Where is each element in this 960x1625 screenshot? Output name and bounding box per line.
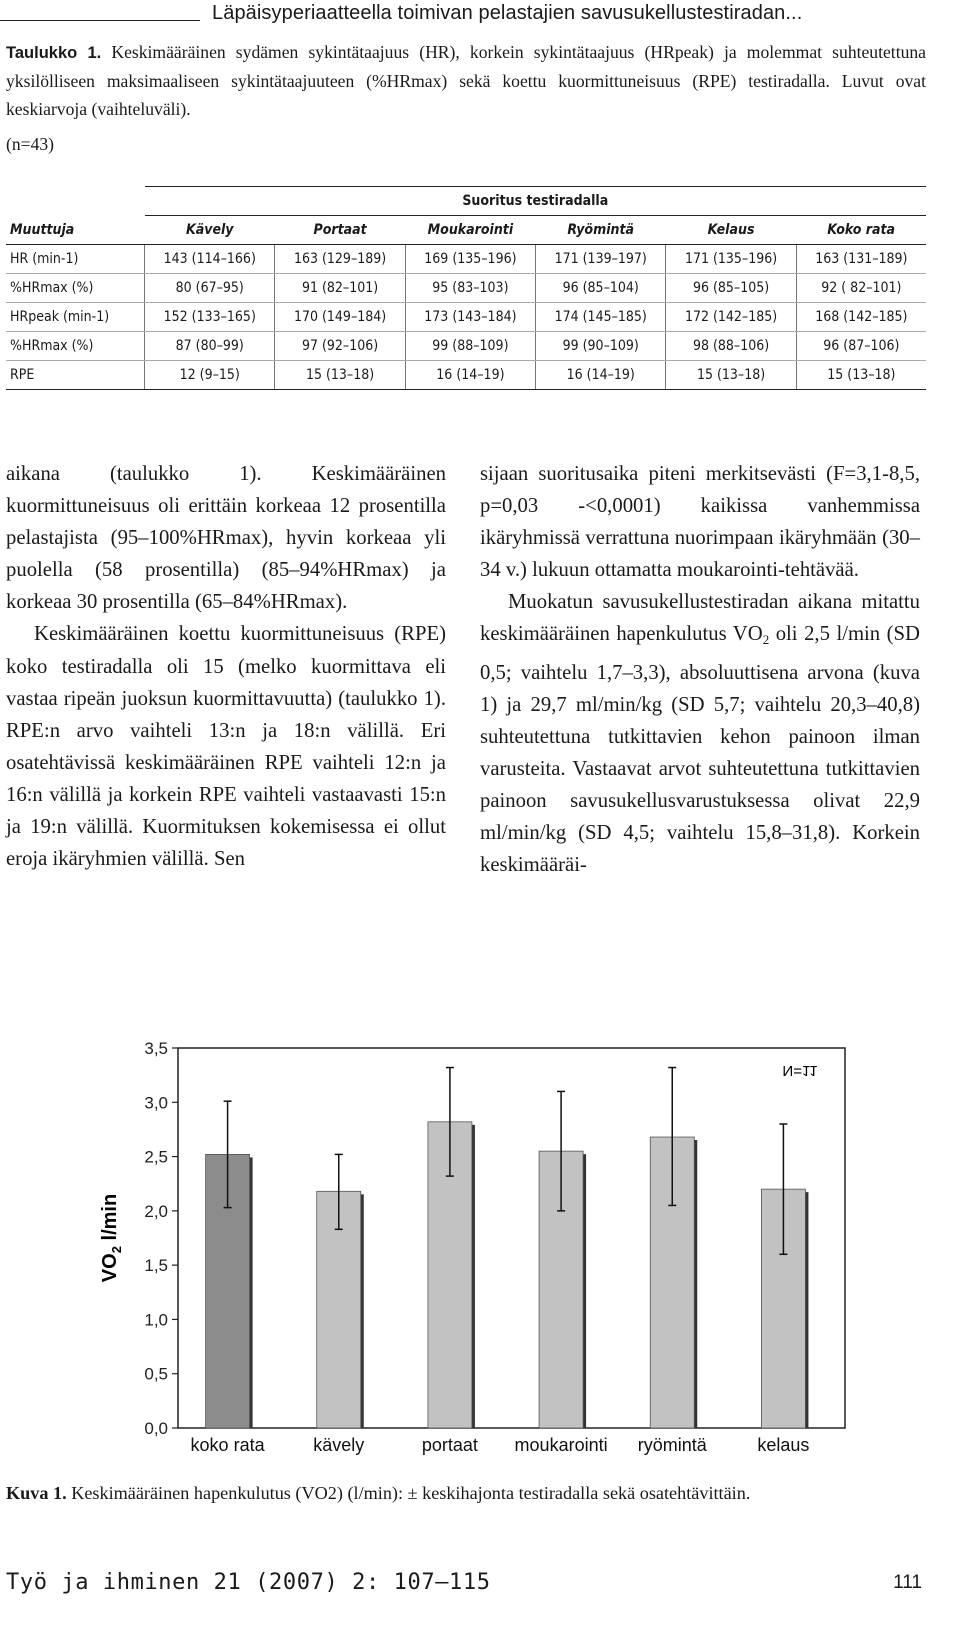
body-column-left (6, 458, 446, 875)
table-cell: 171 (135–196) (666, 245, 796, 274)
table-cell: 171 (139–197) (536, 245, 666, 274)
table-row (6, 245, 926, 274)
x-tick-label: moukarointi (514, 1435, 608, 1455)
x-tick-label: kävely (313, 1435, 365, 1455)
table-row (6, 332, 926, 361)
chart-error-bars (224, 1068, 788, 1255)
journal-citation: Työ ja ihminen 21 (2007) 2: 107—115 (6, 1570, 491, 1595)
table-cell: 169 (135–196) (405, 245, 535, 274)
table-cell: 80 (67–95) (145, 274, 275, 303)
plot-frame (178, 1048, 845, 1428)
body-paragraph: sijaan suoritusaika piteni merkitsevästi (F=3,1-8,5, p=0,03 -<0,0001) kaikissa vanhemmissa ikäryhmissä verrattuna nuorimpaan ikäryhmään (30–34 v.) lukuun ottamatta moukarointi-tehtävää. (480, 463, 920, 582)
table-n: (n=43) (6, 134, 55, 154)
table-cell: 15 (13–18) (796, 361, 926, 390)
table-column-header: Portaat (275, 216, 405, 245)
table-row-label: %HRmax (%) (6, 274, 145, 303)
table-cell: 168 (142–185) (796, 303, 926, 332)
table-cell: 16 (14–19) (405, 361, 535, 390)
y-tick-label: 2,5 (144, 1147, 168, 1167)
table-column-header: Moukarointi (405, 216, 535, 245)
table-cell: 99 (88–109) (405, 332, 535, 361)
table-cell: 16 (14–19) (536, 361, 666, 390)
y-tick-label: 0,0 (144, 1419, 168, 1438)
table-body (6, 245, 926, 390)
table-group-spacer (6, 187, 145, 216)
x-tick-label: ryömintä (637, 1435, 707, 1455)
chart-axes (172, 1048, 845, 1428)
y-tick-labels (144, 1039, 168, 1438)
x-tick-label: koko rata (190, 1435, 265, 1455)
subscript: 2 (762, 632, 770, 648)
table-cell: 95 (83–103) (405, 274, 535, 303)
table-cell: 170 (149–184) (275, 303, 405, 332)
running-head (0, 0, 960, 30)
table-cell: 96 (85–105) (666, 274, 796, 303)
sample-size-annotation: N=11 (782, 1062, 818, 1080)
table-cell: 97 (92–106) (275, 332, 405, 361)
table-row-label: HRpeak (min-1) (6, 303, 145, 332)
x-tick-label: portaat (421, 1435, 478, 1455)
body-text: Muokatun savusukellustestiradan aikana mitattu keskimääräinen hapenkulutus VO (480, 591, 920, 646)
body-paragraph: Keskimääräinen koettu kuormittuneisuus (RPE) koko testiradalla oli 15 (melko kuormittava eli vastaa ripeän juoksun kuormittavuutta) (taulukko 1). RPE:n arvo vaihteli 13:n ja 18:n välillä. Eri osatehtävissä keskimääräinen RPE vaihteli 12:n ja 16:n välillä ja korkein RPE vaihteli vastaavasti 15:n ja 19:n välillä. Kuormituksen kokemisessa ei ollut eroja ikäryhmien välillä. Sen (6, 623, 446, 871)
table-cell: 163 (131–189) (796, 245, 926, 274)
table-cell: 98 (88–106) (666, 332, 796, 361)
table-column-header: Kelaus (666, 216, 796, 245)
table-cell: 96 (87–106) (796, 332, 926, 361)
y-tick-label: 1,0 (144, 1310, 168, 1330)
y-tick-label: 3,5 (144, 1039, 168, 1058)
table-cell: 99 (90–109) (536, 332, 666, 361)
y-tick-label: 2,0 (144, 1201, 168, 1221)
table-caption-text: Keskimääräinen sydämen sykintätaajuus (HR), korkein sykintätaajuus (HRpeak) ja molemmat suhteutettuna yksilölliseen maksimaaliseen sykintätaajuuteen (%HRmax) sekä koettu kuormittuneisuus (RPE) testiradalla. Luvut ovat keskiarvoja (vaihteluväli). (6, 42, 926, 119)
table-column-header-row (6, 216, 926, 245)
table-column-header: Koko rata (796, 216, 926, 245)
table-column-header: Kävely (145, 216, 275, 245)
figure-caption (6, 1483, 936, 1504)
table-cell: 143 (114–166) (145, 245, 275, 274)
y-axis-label-unit: l/min (99, 1193, 121, 1247)
table-cell: 15 (13–18) (666, 361, 796, 390)
table-cell: 174 (145–185) (536, 303, 666, 332)
table-cell: 173 (143–184) (405, 303, 535, 332)
x-tick-labels (191, 1435, 810, 1455)
table-group-header: Suoritus testiradalla (145, 187, 926, 216)
chart-bars (206, 1122, 809, 1428)
page-number: 111 (893, 1572, 922, 1593)
y-axis-label (99, 1194, 124, 1282)
table-row-label: %HRmax (%) (6, 332, 145, 361)
y-tick-label: 1,5 (144, 1256, 168, 1276)
table-caption-label: Taulukko 1. (6, 44, 102, 62)
y-axis-label-main: VO (99, 1253, 121, 1283)
y-tick-label: 0,5 (144, 1364, 168, 1384)
vo2-bar-chart (80, 1030, 880, 1470)
table-row-label: HR (min-1) (6, 245, 145, 274)
table-row-label: RPE (6, 361, 145, 390)
table-cell: 87 (80–99) (145, 332, 275, 361)
figure-caption-text: Keskimääräinen hapenkulutus (VO2) (l/min): ± keskihajonta testiradalla sekä osatehtävittäin. (66, 1483, 751, 1503)
table-cell: 152 (133–165) (145, 303, 275, 332)
table-cell: 15 (13–18) (275, 361, 405, 390)
table-row (6, 303, 926, 332)
x-tick-label: kelaus (757, 1435, 810, 1455)
body-paragraph: aikana (taulukko 1). Keskimääräinen kuormittuneisuus oli erittäin korkeaa 12 prosentilla pelastajista (95–100%HRmax), hyvin korkeaa yli puolella (58 prosentilla) (85–94%HRmax) ja korkeaa 30 prosentilla (65–84%HRmax). (6, 463, 446, 614)
body-paragraph (480, 586, 920, 881)
table-cell: 172 (142–185) (666, 303, 796, 332)
table-cell: 92 ( 82–101) (796, 274, 926, 303)
body-text: oli 2,5 l/min (SD 0,5; vaihtelu 1,7–3,3), absoluuttisena arvona (kuva 1) ja 29,7 ml/min/kg (SD 5,7; vaihtelu 20,3–40,8) suhteutettuna tutkittavien kehon painoon ilman varusteita. Vastaavat arvot suhteutettuna tutkittavien painoon savusukellusvarustuksessa olivat 22,9 ml/min/kg (SD 4,5; vaihtelu 15,8–31,8). Korkein keskimääräi- (480, 623, 920, 877)
table-column-header: Ryömintä (536, 216, 666, 245)
table-row (6, 274, 926, 303)
table-cell: 163 (129–189) (275, 245, 405, 274)
running-head-title: Läpäisyperiaatteella toimivan pelastajien savusukellustestiradan... (212, 2, 803, 24)
header-rule (0, 20, 200, 21)
table-caption (6, 38, 926, 123)
table-cell: 96 (85–104) (536, 274, 666, 303)
table-cell: 91 (82–101) (275, 274, 405, 303)
table-column-header: Muuttuja (6, 216, 145, 245)
y-axis-label-sub: 2 (109, 1246, 124, 1254)
body-column-right (480, 458, 920, 881)
y-tick-label: 3,0 (144, 1093, 168, 1113)
table-group-header-row (6, 187, 926, 216)
table-row (6, 361, 926, 390)
table-cell: 12 (9–15) (145, 361, 275, 390)
figure-caption-label: Kuva 1. (6, 1483, 67, 1503)
results-table (6, 186, 926, 390)
